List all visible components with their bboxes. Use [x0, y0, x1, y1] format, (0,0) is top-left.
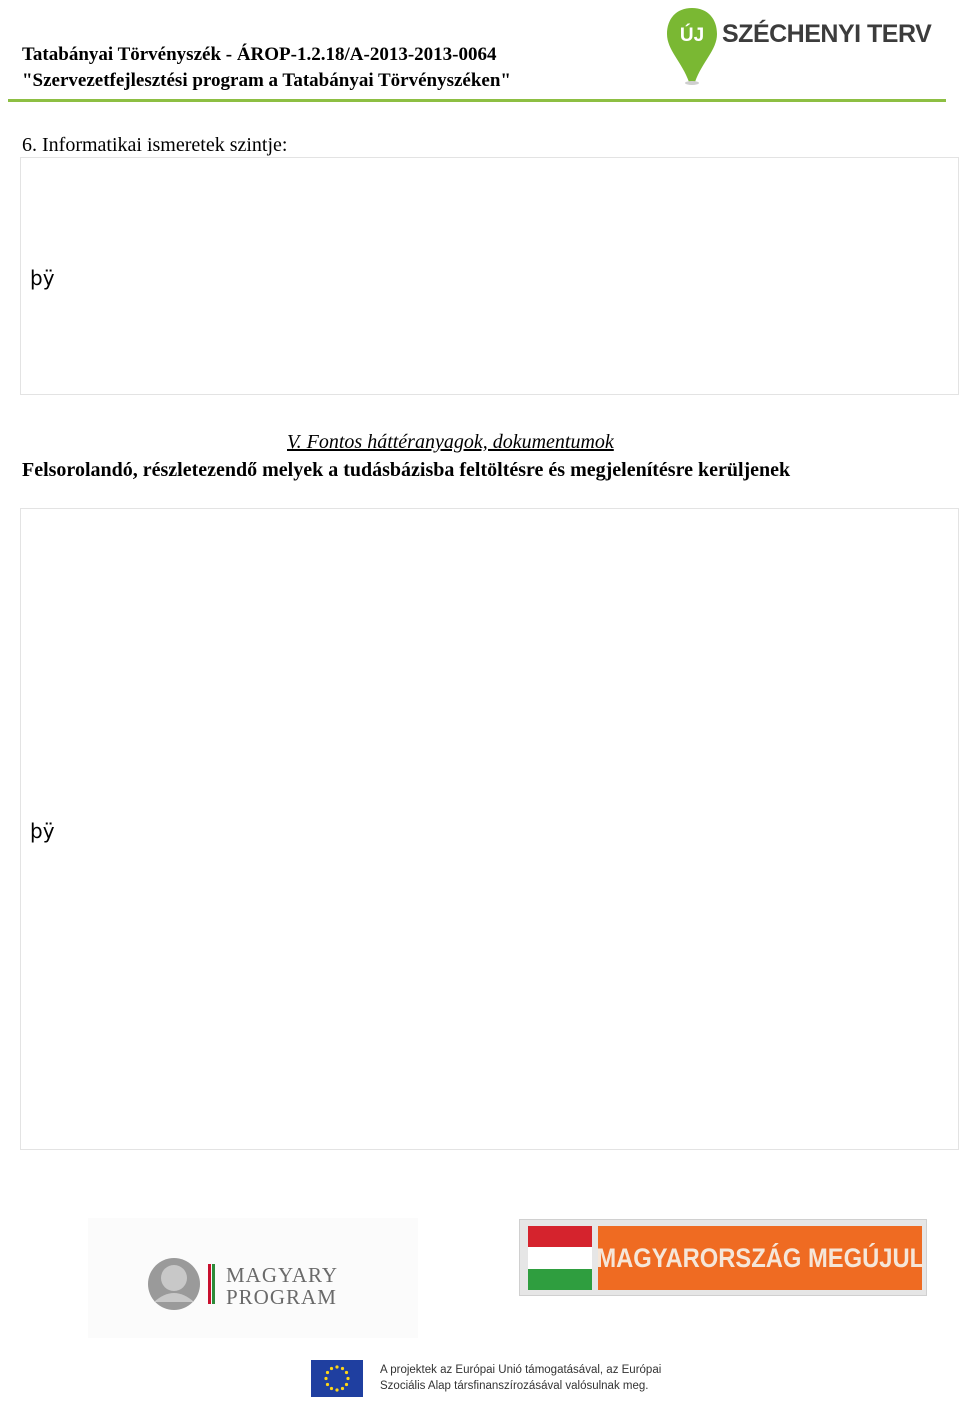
header-program-title: "Szervezetfejlesztési program a Tatabányai Törvényszéken": [22, 70, 511, 91]
eu-funding-line2: Szociális Alap társfinanszírozásával valósulnak meg.: [380, 1380, 649, 1392]
magyary-logo-line1: MAGYARY: [226, 1263, 339, 1287]
section-5-subheading: Felsorolandó, részletezendő melyek a tudásbázisba feltöltésre és megjelenítésre kerüljenek: [22, 459, 791, 481]
eu-flag-icon: [311, 1360, 363, 1397]
eu-funding-line1: A projektek az Európai Unió támogatásával, az Európai: [380, 1364, 662, 1376]
banner-slogan: MAGYARORSZÁG MEGÚJUL: [596, 1242, 924, 1273]
banner-slogan-box: [598, 1226, 922, 1290]
magyary-logo-line2: PROGRAM: [226, 1285, 337, 1309]
it-skills-field[interactable]: [20, 157, 959, 395]
map-pin-icon: [667, 8, 717, 85]
section-5-heading: V. Fontos háttéranyagok, dokumentumok: [287, 431, 614, 453]
field-content: þÿ: [30, 266, 55, 290]
section-6-title: 6. Informatikai ismeretek szintje:: [22, 134, 288, 156]
portrait-icon: [148, 1258, 200, 1310]
header-project-code: Tatabányai Törvényszék - ÁROP-1.2.18/A-2013-2013-0064: [22, 44, 497, 65]
magyarorszag-megujul-banner: [519, 1219, 927, 1296]
header-divider: [8, 99, 946, 102]
background-documents-field[interactable]: [20, 508, 959, 1150]
logo-badge-text: ÚJ: [679, 25, 705, 46]
logo-name: SZÉCHENYI TERV: [722, 20, 932, 48]
hungarian-flag-icon: [528, 1226, 592, 1290]
field-content: þÿ: [30, 819, 55, 843]
